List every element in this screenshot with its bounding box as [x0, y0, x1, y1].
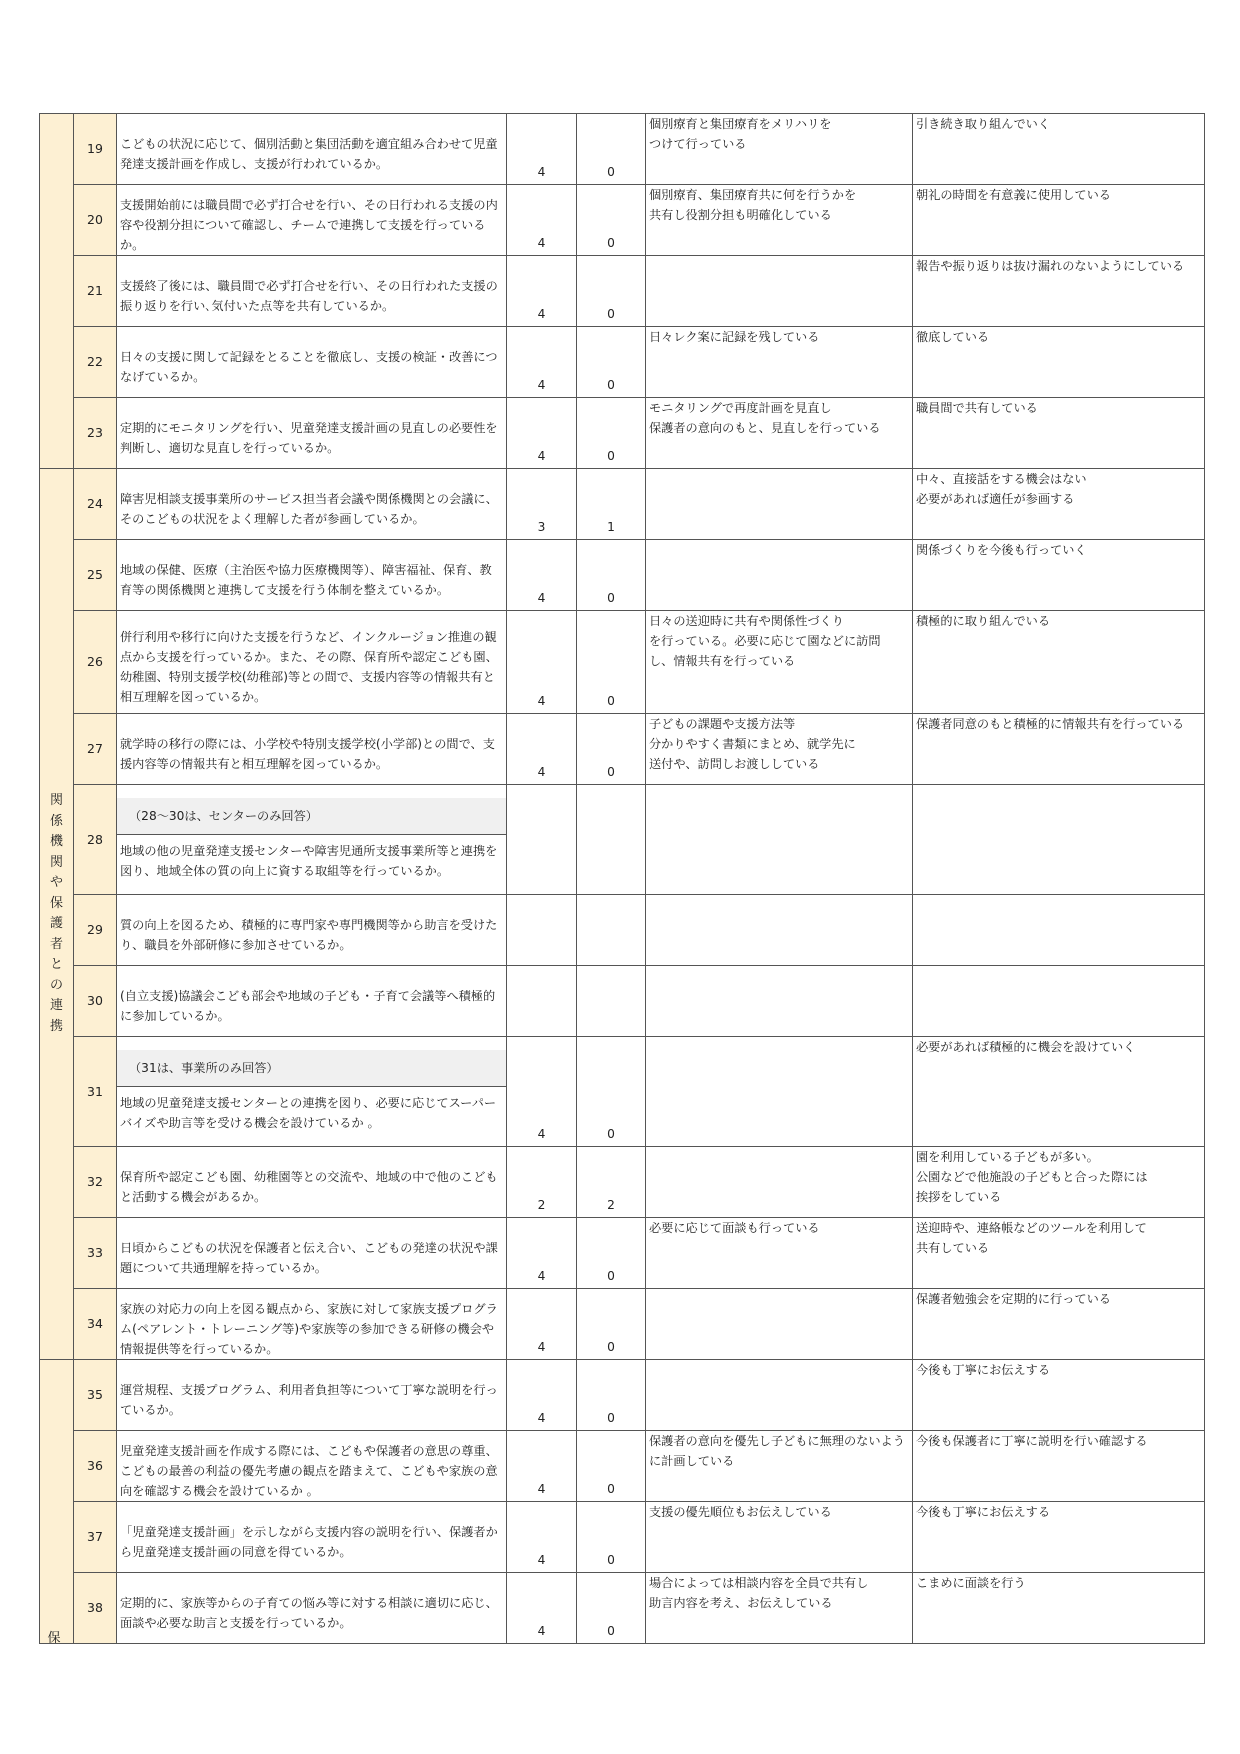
- question-text: こどもの状況に応じて、個別活動と集団活動を適宜組み合わせて児童発達支援計画を作成し、支援が行われているか。: [120, 136, 498, 171]
- question-text: 障害児相談支援事業所のサービス担当者会議や関係機関との会議に、そのこどもの状況をよく理解した者が参画しているか。: [120, 491, 498, 526]
- no-count: 0: [577, 1037, 646, 1147]
- yes-count: 4: [507, 1218, 577, 1289]
- status-note: 必要に応じて面談も行っている: [646, 1218, 913, 1289]
- category-cell-next: [40, 1360, 74, 1644]
- question-cell: [117, 256, 507, 327]
- question-text: 日々の支援に関して記録をとることを徹底し、支援の検証・改善につなげているか。: [120, 349, 498, 384]
- question-cell: [117, 327, 507, 398]
- improvement-note: 報告や振り返りは抜け漏れのないようにしている: [913, 256, 1205, 327]
- question-cell: [117, 1147, 507, 1218]
- item-number: 31: [74, 1037, 117, 1147]
- improvement-note: 徹底している: [913, 327, 1205, 398]
- table-row: [40, 327, 1205, 398]
- yes-count: 4: [507, 1360, 577, 1431]
- improvement-note: [913, 966, 1205, 1037]
- category-cell-collaboration: [40, 469, 74, 1360]
- table-row: [40, 1037, 1205, 1147]
- question-text: 質の向上を図るため、積極的に専門家や専門機関等から助言を受けたり、職員を外部研修に参加させているか。: [120, 917, 498, 952]
- no-count: 0: [577, 714, 646, 785]
- category-label-partial: 保: [47, 1631, 61, 1643]
- question-cell: [117, 714, 507, 785]
- no-count: 0: [577, 185, 646, 256]
- no-count: 0: [577, 1431, 646, 1502]
- table-row: [40, 1573, 1205, 1644]
- improvement-note: 中々、直接話をする機会はない 必要があれば適任が参画する: [913, 469, 1205, 540]
- table-row: [40, 714, 1205, 785]
- no-count: 0: [577, 327, 646, 398]
- table-row: [40, 1147, 1205, 1218]
- status-note: 保護者の意向を優先し子どもに無理のないように計画している: [646, 1431, 913, 1502]
- item-number: 34: [74, 1289, 117, 1360]
- item-number: 33: [74, 1218, 117, 1289]
- question-text: (自立支援)協議会こども部会や地域の子ども・子育て会議等へ積極的に参加しているか。: [120, 988, 496, 1023]
- yes-count: 2: [507, 1147, 577, 1218]
- status-note: [646, 1289, 913, 1360]
- question-text: 地域の児童発達支援センターとの連携を図り、必要に応じてスーパーバイズや助言等を受ける機会を設けているか 。: [120, 1096, 497, 1130]
- status-note: 子どもの課題や支援方法等 分かりやすく書類にまとめ、就学先に 送付や、訪問しお渡ししている: [646, 714, 913, 785]
- yes-count: 4: [507, 540, 577, 611]
- item-number: 37: [74, 1502, 117, 1573]
- yes-count: 4: [507, 1289, 577, 1360]
- question-cell: [117, 398, 507, 469]
- yes-count: 4: [507, 611, 577, 714]
- item-number: 28: [74, 785, 117, 895]
- question-cell: [117, 1431, 507, 1502]
- item-number: 25: [74, 540, 117, 611]
- question-cell: [117, 785, 507, 895]
- table-row: [40, 1360, 1205, 1431]
- status-note: モニタリングで再度計画を見直し 保護者の意向のもと、見直しを行っている: [646, 398, 913, 469]
- status-note: 支援の優先順位もお伝えしている: [646, 1502, 913, 1573]
- yes-count: 4: [507, 398, 577, 469]
- no-count: 0: [577, 1218, 646, 1289]
- yes-count: 4: [507, 327, 577, 398]
- question-text: 就学時の移行の際には、小学校や特別支援学校(小学部)との間で、支援内容等の情報共有と相互理解を図っているか。: [120, 736, 495, 771]
- question-cell: [117, 1218, 507, 1289]
- status-note: [646, 256, 913, 327]
- no-count: [577, 966, 646, 1037]
- table-row: [40, 785, 1205, 895]
- status-note: [646, 1360, 913, 1431]
- self-evaluation-table: [39, 113, 1205, 1644]
- yes-count: 3: [507, 469, 577, 540]
- yes-count: 4: [507, 1573, 577, 1644]
- table-row: [40, 114, 1205, 185]
- yes-count: [507, 895, 577, 966]
- item-number: 26: [74, 611, 117, 714]
- item-number: 21: [74, 256, 117, 327]
- status-note: [646, 1037, 913, 1147]
- question-cell: [117, 185, 507, 256]
- table-row: [40, 1502, 1205, 1573]
- question-cell: [117, 1360, 507, 1431]
- item-number: 32: [74, 1147, 117, 1218]
- improvement-note: 朝礼の時間を有意義に使用している: [913, 185, 1205, 256]
- question-text: 児童発達支援計画を作成する際には、こどもや保護者の意思の尊重、こどもの最善の利益の優先考慮の観点を踏まえて、こどもや家族の意向を確認する機会を設けているか 。: [120, 1443, 498, 1498]
- question-text: 保育所や認定こども園、幼稚園等との交流や、地域の中で他のこどもと活動する機会があるか。: [120, 1169, 498, 1204]
- yes-count: 4: [507, 256, 577, 327]
- answer-scope-note: （31は、事業所のみ回答）: [117, 1050, 506, 1087]
- status-note: 場合によっては相談内容を全員で共有し 助言内容を考え、お伝えしている: [646, 1573, 913, 1644]
- yes-count: [507, 966, 577, 1037]
- item-number: 24: [74, 469, 117, 540]
- table-row: [40, 895, 1205, 966]
- improvement-note: 送迎時や、連絡帳などのツールを利用して 共有している: [913, 1218, 1205, 1289]
- status-note: [646, 895, 913, 966]
- question-text: 併行利用や移行に向けた支援を行うなど、インクルージョン推進の観点から支援を行っているか。また、その際、保育所や認定こども園、幼稚園、特別支援学校(幼稚部)等との間で、支援内容等の情報共有と相互理解を図っているか。: [120, 629, 498, 704]
- question-text: 支援終了後には、職員間で必ず打合せを行い、その日行われた支援の振り返りを行い､気付いた点等を共有しているか。: [120, 278, 498, 313]
- yes-count: 4: [507, 1431, 577, 1502]
- item-number: 30: [74, 966, 117, 1037]
- item-number: 35: [74, 1360, 117, 1431]
- question-text: 家族の対応力の向上を図る観点から、家族に対して家族支援プログラム(ペアレント・トレーニング等)や家族等の参加できる研修の機会や情報提供等を行っているか。: [120, 1301, 498, 1356]
- status-note: 日々の送迎時に共有や関係性づくり を行っている。必要に応じて園などに訪問 し、情報共有を行っている: [646, 611, 913, 714]
- question-text: 地域の保健、医療（主治医や協力医療機関等）、障害福祉、保育、教育等の関係機関と連携して支援を行う体制を整えているか。: [120, 562, 492, 597]
- table-row: [40, 966, 1205, 1037]
- table-row: [40, 398, 1205, 469]
- yes-count: 4: [507, 185, 577, 256]
- table-row: [40, 1431, 1205, 1502]
- status-note: [646, 469, 913, 540]
- improvement-note: 保護者同意のもと積極的に情報共有を行っている: [913, 714, 1205, 785]
- question-text: 「児童発達支援計画」を示しながら支援内容の説明を行い、保護者から児童発達支援計画の同意を得ているか。: [120, 1524, 498, 1559]
- item-number: 22: [74, 327, 117, 398]
- item-number: 23: [74, 398, 117, 469]
- no-count: 1: [577, 469, 646, 540]
- no-count: [577, 895, 646, 966]
- improvement-note: 今後も丁寧にお伝えする: [913, 1360, 1205, 1431]
- question-cell: [117, 1573, 507, 1644]
- category-cell-previous: [40, 114, 74, 469]
- improvement-note: 関係づくりを今後も行っていく: [913, 540, 1205, 611]
- question-cell: [117, 540, 507, 611]
- no-count: 0: [577, 1573, 646, 1644]
- status-note: [646, 966, 913, 1037]
- improvement-note: [913, 785, 1205, 895]
- yes-count: 4: [507, 1502, 577, 1573]
- yes-count: [507, 785, 577, 895]
- no-count: 0: [577, 611, 646, 714]
- yes-count: 4: [507, 114, 577, 185]
- no-count: 0: [577, 1502, 646, 1573]
- improvement-note: 今後も保護者に丁寧に説明を行い確認する: [913, 1431, 1205, 1502]
- status-note: 個別療育、集団療育共に何を行うかを 共有し役割分担も明確化している: [646, 185, 913, 256]
- category-label: 関係機関や保護者との連携: [49, 793, 63, 1034]
- no-count: 0: [577, 256, 646, 327]
- no-count: 0: [577, 1360, 646, 1431]
- status-note: 個別療育と集団療育をメリハリを つけて行っている: [646, 114, 913, 185]
- yes-count: 4: [507, 1037, 577, 1147]
- question-cell: [117, 1037, 507, 1147]
- no-count: 0: [577, 540, 646, 611]
- status-note: [646, 540, 913, 611]
- status-note: 日々レク案に記録を残している: [646, 327, 913, 398]
- item-number: 20: [74, 185, 117, 256]
- question-text: 支援開始前には職員間で必ず打合せを行い、その日行われる支援の内容や役割分担について確認し、チームで連携して支援を行っているか。: [120, 197, 498, 252]
- question-cell: [117, 611, 507, 714]
- improvement-note: こまめに面談を行う: [913, 1573, 1205, 1644]
- table-row: [40, 185, 1205, 256]
- no-count: 0: [577, 114, 646, 185]
- table-row: [40, 1289, 1205, 1360]
- item-number: 36: [74, 1431, 117, 1502]
- table-row: [40, 256, 1205, 327]
- item-number: 19: [74, 114, 117, 185]
- improvement-note: 保護者勉強会を定期的に行っている: [913, 1289, 1205, 1360]
- question-text: 定期的にモニタリングを行い、児童発達支援計画の見直しの必要性を判断し、適切な見直しを行っているか。: [120, 420, 498, 455]
- no-count: 0: [577, 398, 646, 469]
- improvement-note: 園を利用している子どもが多い。 公園などで他施設の子どもと合った際には 挨拶をしている: [913, 1147, 1205, 1218]
- question-cell: [117, 114, 507, 185]
- improvement-note: 積極的に取り組んでいる: [913, 611, 1205, 714]
- improvement-note: 今後も丁寧にお伝えする: [913, 1502, 1205, 1573]
- status-note: [646, 785, 913, 895]
- answer-scope-note: （28～30は、センターのみ回答）: [117, 798, 506, 835]
- improvement-note: 引き続き取り組んでいく: [913, 114, 1205, 185]
- question-text: 地域の他の児童発達支援センターや障害児通所支援事業所等と連携を図り、地域全体の質の向上に資する取組等を行っているか。: [120, 844, 498, 878]
- item-number: 29: [74, 895, 117, 966]
- item-number: 38: [74, 1573, 117, 1644]
- question-text: 日頃からこどもの状況を保護者と伝え合い、こどもの発達の状況や課題について共通理解を持っているか。: [120, 1240, 498, 1275]
- improvement-note: [913, 895, 1205, 966]
- question-cell: [117, 966, 507, 1037]
- table-row: [40, 1218, 1205, 1289]
- question-cell: [117, 1502, 507, 1573]
- question-text: 定期的に、家族等からの子育ての悩み等に対する相談に適切に応じ、面談や必要な助言と支援を行っているか。: [120, 1595, 498, 1630]
- status-note: [646, 1147, 913, 1218]
- question-cell: [117, 469, 507, 540]
- no-count: 0: [577, 1289, 646, 1360]
- no-count: 2: [577, 1147, 646, 1218]
- table-row: [40, 611, 1205, 714]
- no-count: [577, 785, 646, 895]
- table-row: [40, 469, 1205, 540]
- item-number: 27: [74, 714, 117, 785]
- improvement-note: 必要があれば積極的に機会を設けていく: [913, 1037, 1205, 1147]
- yes-count: 4: [507, 714, 577, 785]
- improvement-note: 職員間で共有している: [913, 398, 1205, 469]
- question-text: 運営規程、支援プログラム、利用者負担等について丁寧な説明を行っているか。: [120, 1382, 498, 1417]
- question-cell: [117, 1289, 507, 1360]
- table-row: [40, 540, 1205, 611]
- question-cell: [117, 895, 507, 966]
